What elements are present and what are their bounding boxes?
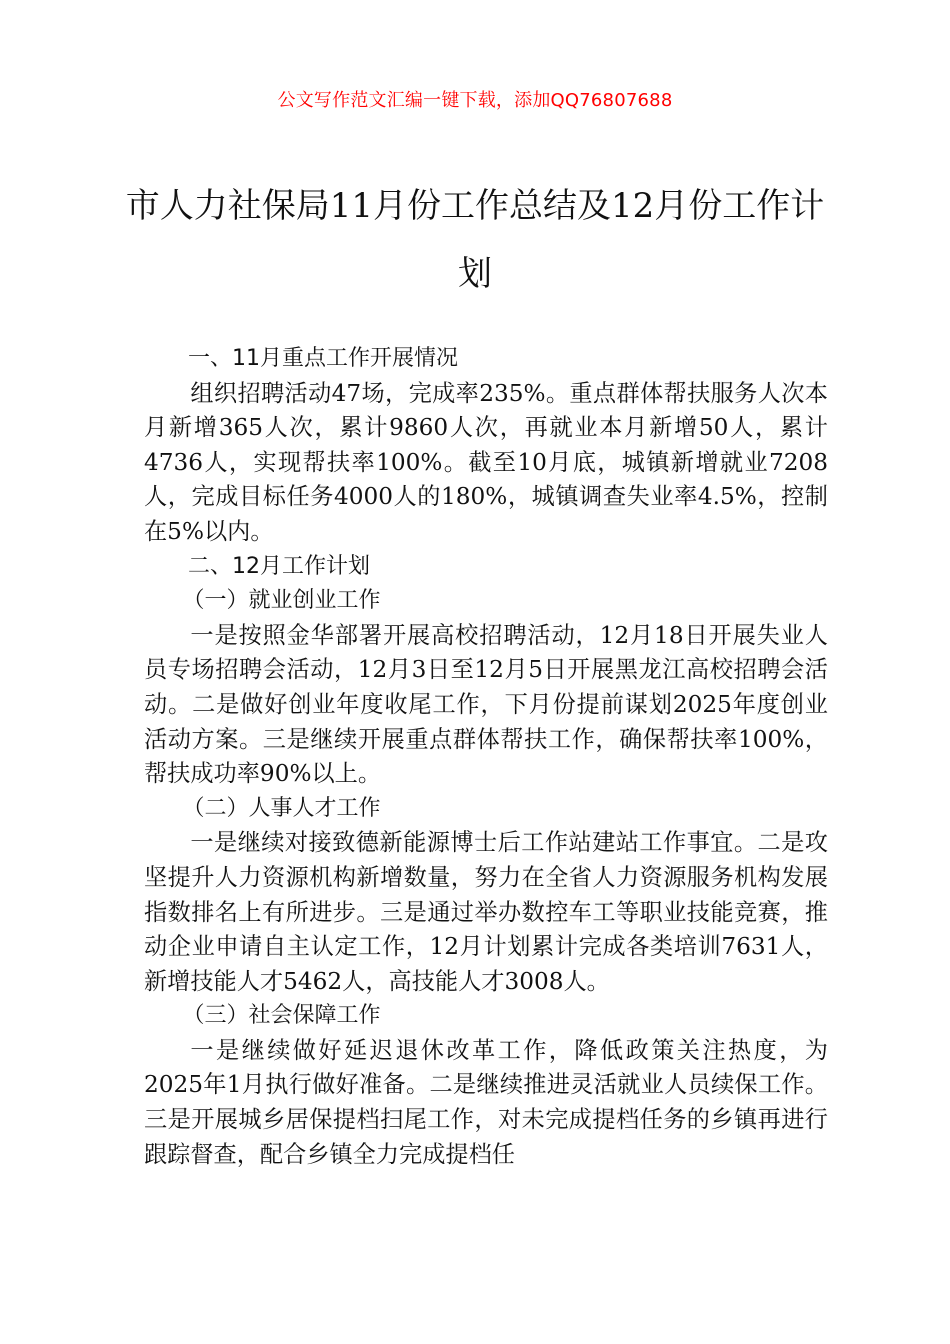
subsection-employment-paragraph: 一是按照金华部署开展高校招聘活动，12月18日开展失业人员专场招聘会活动，12月3日至12月5日开展黑龙江高校招聘会活动。二是做好创业年度收尾工作，下月份提前谋划2025年度创业活动方案。三是继续开展重点群体帮扶工作，确保帮扶率100%，帮扶成功率90%以上。 bbox=[144, 621, 828, 788]
download-banner: 公文写作范文汇编一键下载，添加QQ76807688 bbox=[277, 90, 673, 111]
subsection-heading-social-security: （三）社会保障工作 bbox=[182, 1003, 381, 1029]
subsection-social-security-paragraph: 一是继续做好延迟退休改革工作，降低政策关注热度，为2025年1月执行做好准备。二是继续推进灵活就业人员续保工作。三是开展城乡居保提档扫尾工作，对未完成提档任务的乡镇再进行跟踪督查，配合乡镇全力完成提档任 bbox=[144, 1036, 828, 1168]
section-1-paragraph: 组织招聘活动47场，完成率235%。重点群体帮扶服务人次本月新增365人次，累计9860人次，再就业本月新增50人，累计4736人，实现帮扶率100%。截至10月底，城镇新增就业7208人，完成目标任务4000人的180%，城镇调查失业率4.5%，控制在5%以内。 bbox=[144, 379, 828, 545]
section-heading-2: 二、12月工作计划 bbox=[188, 553, 370, 579]
document-body bbox=[144, 342, 828, 1172]
subsection-heading-personnel: （二）人事人才工作 bbox=[182, 795, 381, 821]
subsection-personnel-paragraph: 一是继续对接致德新能源博士后工作站建站工作事宜。二是攻坚提升人力资源机构新增数量，努力在全省人力资源服务机构发展指数排名上有所进步。三是通过举办数控车工等职业技能竞赛，推动企业申请自主认定工作，12月计划累计完成各类培训7631人，新增技能人才5462人，高技能人才3008人。 bbox=[144, 829, 828, 995]
section-heading-1: 一、11月重点工作开展情况 bbox=[188, 346, 458, 371]
document-title: 市人力社保局11月份工作总结及12月份工作计划 bbox=[125, 186, 825, 294]
subsection-heading-employment: （一）就业创业工作 bbox=[182, 588, 381, 614]
